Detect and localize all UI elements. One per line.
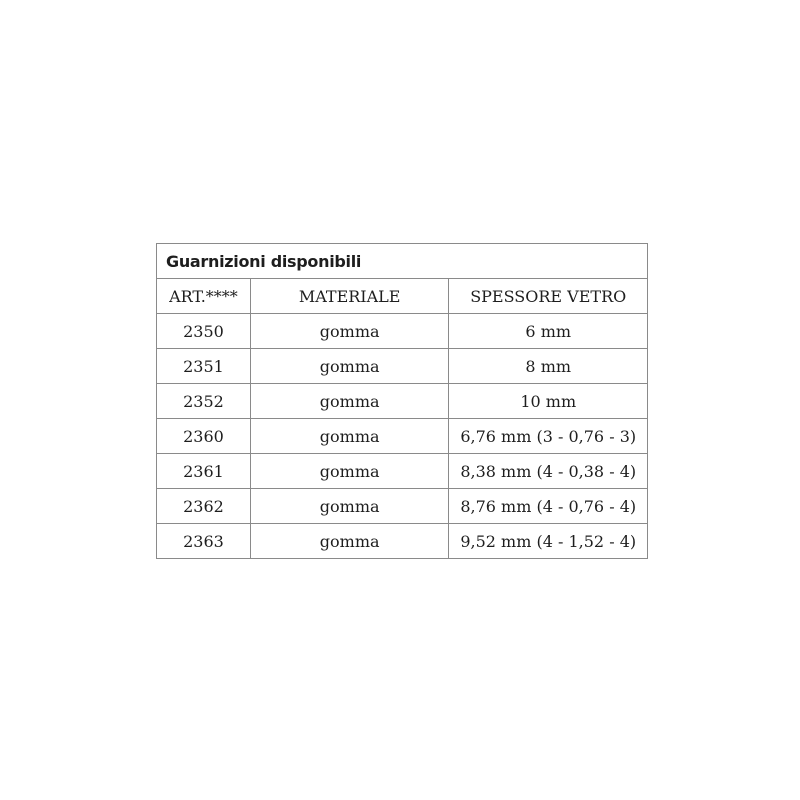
cell-materiale: gomma [250,524,449,559]
cell-art: 2350 [157,314,251,349]
cell-materiale: gomma [250,419,449,454]
column-header-art: ART.**** [157,279,251,314]
cell-art: 2352 [157,384,251,419]
cell-spessore: 8,38 mm (4 - 0,38 - 4) [449,454,648,489]
cell-spessore: 10 mm [449,384,648,419]
cell-art: 2351 [157,349,251,384]
cell-spessore: 8 mm [449,349,648,384]
cell-spessore: 8,76 mm (4 - 0,76 - 4) [449,489,648,524]
column-header-materiale: MATERIALE [250,279,449,314]
table-row [157,419,648,454]
table-row [157,384,648,419]
table-title-row [157,244,648,279]
column-header-spessore-vetro: SPESSORE VETRO [449,279,648,314]
table-row [157,454,648,489]
cell-art: 2360 [157,419,251,454]
table-row [157,524,648,559]
cell-materiale: gomma [250,349,449,384]
cell-materiale: gomma [250,489,449,524]
table-row [157,349,648,384]
table-title: Guarnizioni disponibili [157,244,648,279]
table-row [157,314,648,349]
cell-spessore: 6 mm [449,314,648,349]
cell-art: 2362 [157,489,251,524]
cell-spessore: 6,76 mm (3 - 0,76 - 3) [449,419,648,454]
cell-materiale: gomma [250,454,449,489]
cell-materiale: gomma [250,314,449,349]
table-header-row [157,279,648,314]
cell-art: 2363 [157,524,251,559]
cell-spessore: 9,52 mm (4 - 1,52 - 4) [449,524,648,559]
cell-art: 2361 [157,454,251,489]
cell-materiale: gomma [250,384,449,419]
table-row [157,489,648,524]
gaskets-table [156,243,648,559]
